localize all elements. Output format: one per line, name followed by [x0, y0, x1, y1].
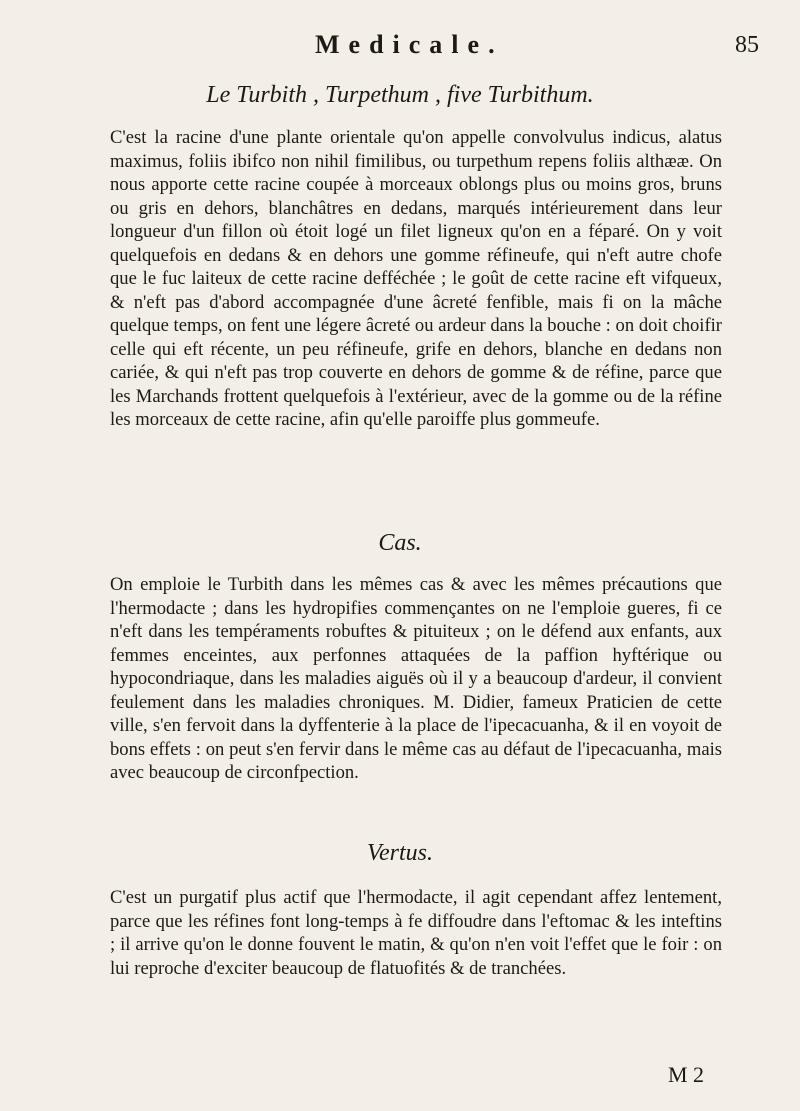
paragraph-cas: On emploie le Turbith dans les mêmes cas & avec les mêmes précautions que l'hermodacte ; dans les hydropifies commençantes on ne l'emploie gueres, fi ce n'eft dans les tempéraments robuftes & pituiteux ; on le défend aux enfants, aux femmes enceintes, aux perfonnes attaquées de la paffion hyftérique ou hypocondriaque, dans les maladies aiguës où il y a beaucoup d'ardeur, il convient feulement dans les maladies chroniques. M. Didier, fameux Praticien de cette ville, s'en fervoit dans la dyffenterie à la place de l'ipecacuanha, & il en voyoit de bons effets : on peut s'en fervir dans le même cas au défaut de l'ipecacuanha, mais avec beaucoup de circonfpection. [110, 574, 722, 783]
paragraph-turbith-description: C'est la racine d'une plante orientale qu'on appelle convolvulus indicus, alatus maximus, foliis ibifco non nihil fimilibus, ou turpethum repens foliis althææ. On nous apporte cette racine coupée à morceaux oblongs plus ou moins gros, bruns ou gris en dehors, blanchâtres en dedans, marqués intérieurement dans leur longueur d'un fillon où étoit logé un filet ligneux qu'on en a féparé. On y voit quelquefois en dedans & en dehors une gomme réfineufe, qui n'eft autre chofe que le fuc laiteux de cette racine defféchée ; le goût de cette racine eft vifqueux, & n'eft pas d'abord accompagnée d'une âcreté fenfible, mais fi on la mâche quelque temps, on fent une légere âcreté ou ardeur dans la bouche : on doit choifir celle qui eft récente, un peu réfineufe, grife en dehors, blanche en dedans non cariée, & qui n'eft pas trop couverte en dehors de gomme & de réfine, parce que les Marchands frottent quelquefois à l'extérieur, avec de la gomme ou de la réfine les morceaux de cette racine, afin qu'elle paroiffe plus gommeufe. [110, 127, 722, 430]
running-head [0, 30, 800, 70]
page-number: 85 [735, 32, 759, 58]
signature-mark: M 2 [668, 1062, 705, 1087]
section-heading-turbith: Le Turbith , Turpethum , five Turbithum. [206, 82, 594, 108]
section-heading-cas: Cas. [378, 530, 422, 556]
running-title: Medicale. [315, 30, 504, 59]
paragraph-vertus: C'est un purgatif plus actif que l'hermodacte, il agit cependant affez lentement, parce que les réfines font long-temps à fe diffoudre dans l'eftomac & les inteftins ; il arrive qu'on le donne fouvent le matin, & qu'on n'en voit l'effet que le foir : on lui reproche d'exciter beaucoup de flatuofités & de tranchées. [110, 887, 722, 979]
section-heading-vertus: Vertus. [367, 840, 433, 866]
